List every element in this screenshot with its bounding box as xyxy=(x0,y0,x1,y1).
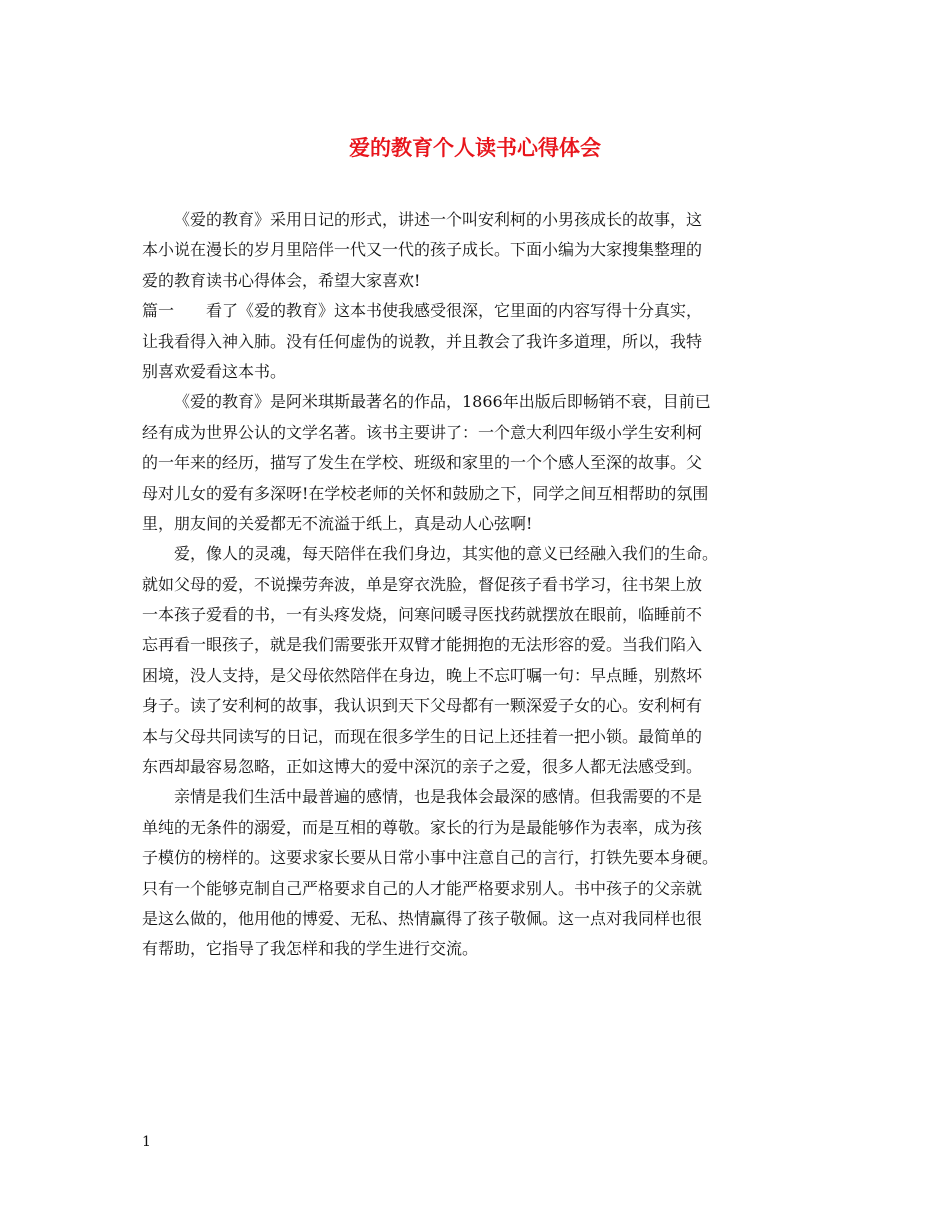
text-line: 单纯的无条件的溺爱，而是互相的尊敬。家长的行为是最能够作为表率，成为孩 xyxy=(142,817,703,837)
text-line: 亲情是我们生活中最普遍的感情，也是我体会最深的感情。但我需要的不是 xyxy=(174,787,703,807)
text-line: 里，朋友间的关爱都无不流溢于纸上，真是动人心弦啊! xyxy=(142,513,533,533)
document-title: 爱的教育个人读书心得体会 xyxy=(349,135,601,160)
text-line: 一本孩子爱看的书，一有头疼发烧，问寒问暖寻医找药就摆放在眼前，临睡前不 xyxy=(142,605,703,625)
text-line: 别喜欢爱看这本书。 xyxy=(142,361,287,381)
text-line: 子模仿的榜样的。这要求家长要从日常小事中注意自己的言行，打铁先要本身硬。 xyxy=(142,848,719,868)
text-line: 让我看得入神入肺。没有任何虚伪的说教，并且教会了我许多道理，所以，我特 xyxy=(142,331,703,351)
text-line: 忘再看一眼孩子，就是我们需要张开双臂才能拥抱的无法形容的爱。当我们陷入 xyxy=(142,635,703,655)
text-line: 看了《爱的教育》这本书使我感受很深，它里面的内容写得十分真实， xyxy=(206,301,703,321)
text-line: 有帮助，它指导了我怎样和我的学生进行交流。 xyxy=(142,939,479,959)
text-line: 就如父母的爱，不说操劳奔波，单是穿衣洗脸，督促孩子看书学习，往书架上放 xyxy=(142,574,703,594)
text-line: 《爱的教育》是阿米琪斯最著名的作品，1866年出版后即畅销不衰，目前已 xyxy=(174,392,711,412)
text-line: 东西却最容易忽略，正如这博大的爱中深沉的亲子之爱，很多人都无法感受到。 xyxy=(142,757,703,777)
text-line: 本与父母共同读写的日记，而现在很多学生的日记上还挂着一把小锁。最简单的 xyxy=(142,726,703,746)
text-line: 是这么做的，他用他的博爱、无私、热情赢得了孩子敬佩。这一点对我同样也很 xyxy=(142,908,703,928)
text-line: 的一年来的经历，描写了发生在学校、班级和家里的一个个感人至深的故事。父 xyxy=(142,453,703,473)
text-line: 母对儿女的爱有多深呀!在学校老师的关怀和鼓励之下，同学之间互相帮助的氛围 xyxy=(142,483,709,503)
text-line: 本小说在漫长的岁月里陪伴一代又一代的孩子成长。下面小编为大家搜集整理的 xyxy=(142,240,703,260)
page-number: 1 xyxy=(142,1134,151,1150)
text-line: 爱，像人的灵魂，每天陪伴在我们身边，其实他的意义已经融入我们的生命。 xyxy=(174,544,719,564)
text-line: 身子。读了安利柯的故事，我认识到天下父母都有一颗深爱子女的心。安利柯有 xyxy=(142,696,703,716)
section-line xyxy=(142,296,806,326)
text-line: 只有一个能够克制自己严格要求自己的人才能严格要求别人。书中孩子的父亲就 xyxy=(142,878,703,898)
text-line: 爱的教育读书心得体会，希望大家喜欢! xyxy=(142,270,421,290)
text-line: 《爱的教育》采用日记的形式，讲述一个叫安利柯的小男孩成长的故事，这 xyxy=(174,210,703,229)
document-body xyxy=(142,205,806,965)
text-line: 困境，没人支持，是父母依然陪伴在身边，晚上不忘叮嘱一句：早点睡，别熬坏 xyxy=(142,665,703,685)
section-label: 篇一 xyxy=(142,301,175,321)
text-line: 经有成为世界公认的文学名著。该书主要讲了：一个意大利四年级小学生安利柯 xyxy=(142,422,703,442)
